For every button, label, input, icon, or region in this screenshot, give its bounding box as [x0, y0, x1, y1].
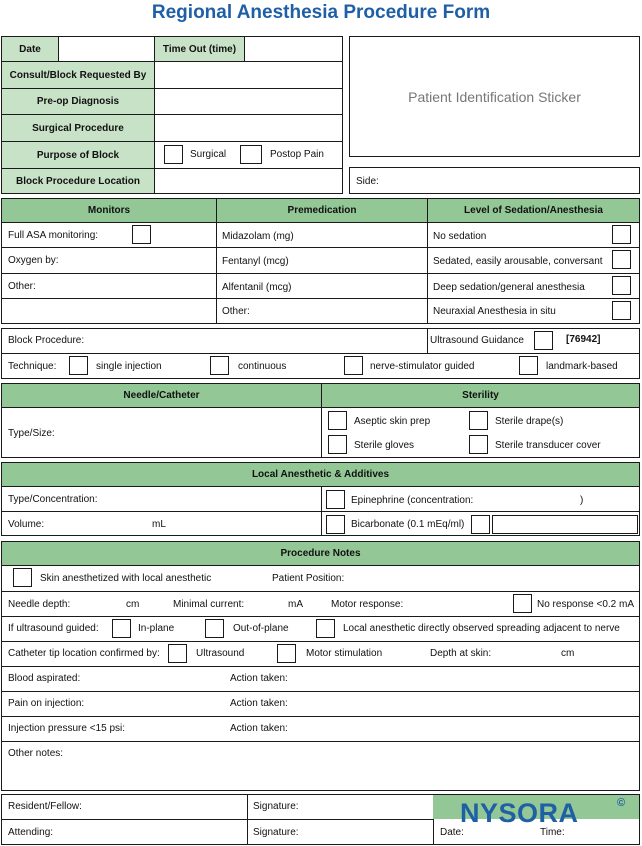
notes-header: Procedure Notes [1, 541, 640, 566]
no-response-checkbox[interactable] [513, 594, 532, 613]
neuraxial-checkbox[interactable] [612, 301, 631, 320]
pain-injection-label: Pain on injection: [8, 698, 85, 709]
purpose-postop-checkbox[interactable] [240, 145, 262, 164]
skin-anesthetized-checkbox[interactable] [13, 568, 32, 587]
catheter-ultrasound-checkbox[interactable] [168, 644, 187, 663]
drape-label: Sterile drape(s) [495, 416, 564, 427]
inplane-label: In-plane [138, 623, 175, 634]
outplane-label: Out-of-plane [233, 623, 289, 634]
no-sedation-checkbox[interactable] [612, 225, 631, 244]
location-label: Block Procedure Location [1, 168, 155, 194]
depth-skin-label: Depth at skin: [430, 648, 492, 659]
minimal-current-unit: mA [288, 599, 303, 610]
local-header: Local Anesthetic & Additives [1, 462, 640, 487]
epinephrine-checkbox[interactable] [326, 490, 345, 509]
inplane-checkbox[interactable] [112, 619, 131, 638]
resident-signature-label: Signature: [253, 801, 299, 812]
spreading-checkbox[interactable] [316, 619, 335, 638]
midazolam-label: Midazolam (mg) [222, 231, 294, 242]
pain-action-label: Action taken: [230, 698, 288, 709]
nerve-stimulator-checkbox[interactable] [344, 356, 363, 375]
needle-depth-label: Needle depth: [8, 599, 71, 610]
single-injection-checkbox[interactable] [69, 356, 88, 375]
continuous-label: continuous [238, 361, 287, 372]
bicarbonate-checkbox-2[interactable] [471, 515, 490, 534]
volume-unit: mL [152, 519, 166, 530]
us-guided-label: If ultrasound guided: [8, 623, 99, 634]
footer-date-label: Date: [440, 827, 464, 838]
footer-time-label: Time: [540, 827, 565, 838]
attending-signature-label: Signature: [253, 827, 299, 838]
type-concentration-label: Type/Concentration: [8, 494, 98, 505]
epinephrine-label: Epinephrine (concentration: [351, 495, 474, 506]
blood-action-label: Action taken: [230, 673, 288, 684]
needle-header: Needle/Catheter [1, 383, 322, 408]
minimal-current-label: Minimal current: [173, 599, 245, 610]
preop-label: Pre-op Diagnosis [1, 88, 155, 115]
catheter-ultrasound-label: Ultrasound [196, 648, 245, 659]
ultrasound-code: [76942] [566, 334, 601, 345]
depth-skin-unit: cm [561, 648, 575, 659]
pressure-action-label: Action taken: [230, 723, 288, 734]
preop-field[interactable] [154, 88, 343, 115]
bicarbonate-field[interactable] [492, 515, 638, 534]
purpose-label: Purpose of Block [1, 141, 155, 169]
date-label: Date [1, 36, 59, 62]
patient-position-label: Patient Position: [272, 573, 345, 584]
sedated-label: Sedated, easily arousable, conversant [433, 256, 603, 267]
premed-other-label: Other: [222, 306, 250, 317]
surgical-procedure-label: Surgical Procedure [1, 114, 155, 142]
motor-stimulation-label: Motor stimulation [306, 648, 383, 659]
sedated-checkbox[interactable] [612, 250, 631, 269]
patient-sticker-label: Patient Identification Sticker [408, 89, 581, 105]
no-response-label: No response <0.2 mA [537, 599, 634, 610]
alfentanil-label: Alfentanil (mcg) [222, 282, 292, 293]
side-field[interactable] [349, 167, 640, 194]
date-field[interactable] [58, 36, 155, 62]
needle-depth-unit: cm [126, 599, 140, 610]
nysora-logo: NYSORA [460, 798, 579, 828]
asa-checkbox[interactable] [132, 225, 151, 244]
other-notes-label: Other notes: [8, 748, 64, 759]
continuous-checkbox[interactable] [210, 356, 229, 375]
landmark-label: landmark-based [546, 361, 618, 372]
gloves-label: Sterile gloves [354, 440, 415, 451]
epinephrine-close: ) [580, 495, 584, 506]
aseptic-label: Aseptic skin prep [354, 416, 431, 427]
deep-sedation-checkbox[interactable] [612, 276, 631, 295]
block-procedure-label: Block Procedure: [8, 335, 85, 346]
spreading-label: Local anesthetic directly observed spreading adjacent to nerve [343, 623, 620, 634]
cover-label: Sterile transducer cover [495, 440, 601, 451]
motor-response-label: Motor response: [331, 599, 404, 610]
catheter-label: Catheter tip location confirmed by: [8, 648, 160, 659]
volume-label: Volume: [8, 519, 45, 530]
consult-field[interactable] [154, 61, 343, 89]
deep-sedation-label: Deep sedation/general anesthesia [433, 282, 585, 293]
resident-label: Resident/Fellow: [8, 801, 82, 812]
location-field[interactable] [154, 168, 343, 194]
sedation-header: Level of Sedation/Anesthesia [427, 198, 640, 223]
time-out-field[interactable] [244, 36, 343, 62]
technique-label: Technique: [8, 361, 57, 372]
ultrasound-guidance-checkbox[interactable] [534, 331, 553, 350]
copyright-mark: © [617, 797, 626, 809]
landmark-checkbox[interactable] [519, 356, 538, 375]
oxygen-label: Oxygen by: [8, 255, 59, 266]
type-size-label: Type/Size: [8, 428, 55, 439]
skin-anesthetized-label: Skin anesthetized with local anesthetic [40, 573, 212, 584]
outplane-checkbox[interactable] [205, 619, 224, 638]
single-injection-label: single injection [96, 361, 162, 372]
purpose-surgical-label: Surgical [190, 149, 227, 160]
nerve-stimulator-label: nerve-stimulator guided [370, 361, 475, 372]
form-title: Regional Anesthesia Procedure Form [151, 2, 491, 23]
time-out-label: Time Out (time) [154, 36, 245, 62]
side-label: Side: [356, 176, 379, 187]
attending-label: Attending: [8, 827, 54, 838]
consult-label: Consult/Block Requested By [1, 61, 155, 89]
no-sedation-label: No sedation [433, 231, 487, 242]
neuraxial-label: Neuraxial Anesthesia in situ [433, 306, 556, 317]
blood-aspirated-label: Blood aspirated: [8, 673, 81, 684]
asa-label: Full ASA monitoring: [8, 230, 99, 241]
ultrasound-guidance-label: Ultrasound Guidance [430, 335, 524, 346]
premed-header: Premedication [216, 198, 428, 223]
aseptic-checkbox[interactable] [328, 411, 347, 430]
cover-checkbox[interactable] [469, 435, 488, 454]
sterility-header: Sterility [321, 383, 640, 408]
drape-checkbox[interactable] [469, 411, 488, 430]
purpose-surgical-checkbox[interactable] [164, 145, 183, 164]
surgical-procedure-field[interactable] [154, 114, 343, 142]
motor-stimulation-checkbox[interactable] [277, 644, 296, 663]
monitors-header: Monitors [1, 198, 217, 223]
pressure-label: Injection pressure <15 psi: [8, 723, 126, 734]
monitors-other-label: Other: [8, 281, 36, 292]
gloves-checkbox[interactable] [328, 435, 347, 454]
purpose-postop-label: Postop Pain [270, 149, 324, 160]
fentanyl-label: Fentanyl (mcg) [222, 256, 289, 267]
bicarbonate-label: Bicarbonate (0.1 mEq/ml) [351, 519, 465, 530]
bicarbonate-checkbox[interactable] [326, 515, 345, 534]
